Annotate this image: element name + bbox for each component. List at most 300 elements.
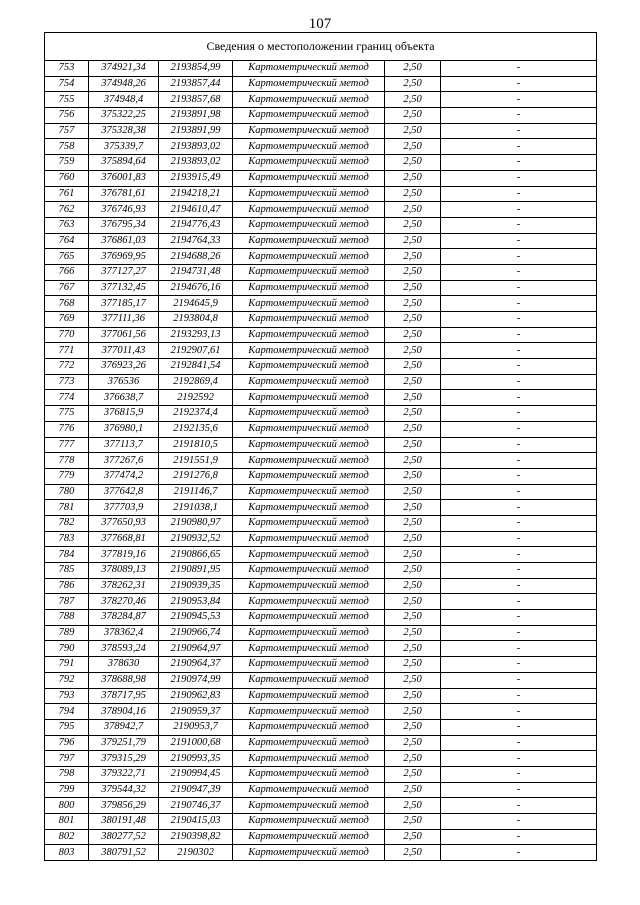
page-number: 107: [308, 16, 332, 32]
x-coordinate-cell: 376638,7: [89, 390, 159, 406]
accuracy-cell: 2,50: [385, 327, 441, 343]
y-coordinate-cell: 2192841,54: [159, 359, 233, 375]
accuracy-cell: 2,50: [385, 202, 441, 218]
y-coordinate-cell: 2192135,6: [159, 421, 233, 437]
accuracy-cell: 2,50: [385, 688, 441, 704]
point-number-cell: 792: [45, 672, 89, 688]
y-coordinate-cell: 2193857,44: [159, 76, 233, 92]
table-row: [45, 547, 597, 563]
accuracy-cell: 2,50: [385, 155, 441, 171]
method-cell: Картометрический метод: [233, 76, 385, 92]
x-coordinate-cell: 377111,36: [89, 312, 159, 328]
description-cell: -: [441, 296, 597, 312]
description-cell: -: [441, 845, 597, 861]
table-row: [45, 766, 597, 782]
method-cell: Картометрический метод: [233, 92, 385, 108]
accuracy-cell: 2,50: [385, 249, 441, 265]
description-cell: -: [441, 264, 597, 280]
x-coordinate-cell: 380277,52: [89, 829, 159, 845]
description-cell: -: [441, 468, 597, 484]
y-coordinate-cell: 2190964,37: [159, 657, 233, 673]
x-coordinate-cell: 377185,17: [89, 296, 159, 312]
x-coordinate-cell: 380791,52: [89, 845, 159, 861]
point-number-cell: 787: [45, 594, 89, 610]
method-cell: Картометрический метод: [233, 594, 385, 610]
description-cell: -: [441, 280, 597, 296]
y-coordinate-cell: 2192592: [159, 390, 233, 406]
table-row: [45, 296, 597, 312]
y-coordinate-cell: 2192869,4: [159, 374, 233, 390]
point-number-cell: 790: [45, 641, 89, 657]
x-coordinate-cell: 379544,32: [89, 782, 159, 798]
table-row: [45, 139, 597, 155]
method-cell: Картометрический метод: [233, 484, 385, 500]
y-coordinate-cell: 2194776,43: [159, 217, 233, 233]
accuracy-cell: 2,50: [385, 782, 441, 798]
description-cell: -: [441, 327, 597, 343]
accuracy-cell: 2,50: [385, 233, 441, 249]
point-number-cell: 753: [45, 61, 89, 77]
method-cell: Картометрический метод: [233, 437, 385, 453]
point-number-cell: 795: [45, 719, 89, 735]
accuracy-cell: 2,50: [385, 798, 441, 814]
y-coordinate-cell: 2194676,16: [159, 280, 233, 296]
y-coordinate-cell: 2190994,45: [159, 766, 233, 782]
table-row: [45, 437, 597, 453]
table-row: [45, 704, 597, 720]
description-cell: -: [441, 751, 597, 767]
accuracy-cell: 2,50: [385, 657, 441, 673]
description-cell: -: [441, 766, 597, 782]
table-row: [45, 641, 597, 657]
method-cell: Картометрический метод: [233, 782, 385, 798]
point-number-cell: 784: [45, 547, 89, 563]
point-number-cell: 791: [45, 657, 89, 673]
accuracy-cell: 2,50: [385, 92, 441, 108]
y-coordinate-cell: 2191038,1: [159, 500, 233, 516]
method-cell: Картометрический метод: [233, 766, 385, 782]
x-coordinate-cell: 378262,31: [89, 578, 159, 594]
method-cell: Картометрический метод: [233, 233, 385, 249]
point-number-cell: 777: [45, 437, 89, 453]
x-coordinate-cell: 374948,4: [89, 92, 159, 108]
description-cell: -: [441, 547, 597, 563]
description-cell: -: [441, 515, 597, 531]
description-cell: -: [441, 500, 597, 516]
method-cell: Картометрический метод: [233, 186, 385, 202]
description-cell: -: [441, 92, 597, 108]
table-row: [45, 845, 597, 861]
x-coordinate-cell: 377011,43: [89, 343, 159, 359]
point-number-cell: 774: [45, 390, 89, 406]
accuracy-cell: 2,50: [385, 500, 441, 516]
y-coordinate-cell: 2193893,02: [159, 139, 233, 155]
point-number-cell: 754: [45, 76, 89, 92]
accuracy-cell: 2,50: [385, 625, 441, 641]
point-number-cell: 758: [45, 139, 89, 155]
description-cell: -: [441, 672, 597, 688]
accuracy-cell: 2,50: [385, 766, 441, 782]
table-row: [45, 217, 597, 233]
accuracy-cell: 2,50: [385, 123, 441, 139]
y-coordinate-cell: 2190962,83: [159, 688, 233, 704]
y-coordinate-cell: 2193893,02: [159, 155, 233, 171]
description-cell: -: [441, 61, 597, 77]
x-coordinate-cell: 374921,34: [89, 61, 159, 77]
x-coordinate-cell: 378688,98: [89, 672, 159, 688]
description-cell: -: [441, 782, 597, 798]
accuracy-cell: 2,50: [385, 61, 441, 77]
x-coordinate-cell: 378593,24: [89, 641, 159, 657]
table-row: [45, 202, 597, 218]
point-number-cell: 775: [45, 406, 89, 422]
table-title-row: [45, 33, 597, 61]
description-cell: -: [441, 453, 597, 469]
point-number-cell: 771: [45, 343, 89, 359]
boundary-coordinates-table: [44, 32, 597, 861]
point-number-cell: 762: [45, 202, 89, 218]
point-number-cell: 779: [45, 468, 89, 484]
accuracy-cell: 2,50: [385, 76, 441, 92]
point-number-cell: 759: [45, 155, 89, 171]
description-cell: -: [441, 390, 597, 406]
accuracy-cell: 2,50: [385, 719, 441, 735]
accuracy-cell: 2,50: [385, 641, 441, 657]
method-cell: Картометрический метод: [233, 798, 385, 814]
point-number-cell: 773: [45, 374, 89, 390]
description-cell: -: [441, 829, 597, 845]
table-row: [45, 186, 597, 202]
point-number-cell: 755: [45, 92, 89, 108]
description-cell: -: [441, 798, 597, 814]
y-coordinate-cell: 2190993,35: [159, 751, 233, 767]
x-coordinate-cell: 375328,38: [89, 123, 159, 139]
method-cell: Картометрический метод: [233, 202, 385, 218]
method-cell: Картометрический метод: [233, 531, 385, 547]
y-coordinate-cell: 2193915,49: [159, 170, 233, 186]
y-coordinate-cell: 2193804,8: [159, 312, 233, 328]
description-cell: -: [441, 249, 597, 265]
y-coordinate-cell: 2190953,7: [159, 719, 233, 735]
point-number-cell: 756: [45, 108, 89, 124]
accuracy-cell: 2,50: [385, 468, 441, 484]
x-coordinate-cell: 377127,27: [89, 264, 159, 280]
table-row: [45, 563, 597, 579]
accuracy-cell: 2,50: [385, 186, 441, 202]
x-coordinate-cell: 377267,6: [89, 453, 159, 469]
table-row: [45, 453, 597, 469]
method-cell: Картометрический метод: [233, 155, 385, 171]
description-cell: -: [441, 657, 597, 673]
method-cell: Картометрический метод: [233, 264, 385, 280]
y-coordinate-cell: 2192374,4: [159, 406, 233, 422]
method-cell: Картометрический метод: [233, 374, 385, 390]
description-cell: -: [441, 641, 597, 657]
point-number-cell: 781: [45, 500, 89, 516]
accuracy-cell: 2,50: [385, 829, 441, 845]
y-coordinate-cell: 2190945,53: [159, 610, 233, 626]
method-cell: Картометрический метод: [233, 61, 385, 77]
method-cell: Картометрический метод: [233, 343, 385, 359]
method-cell: Картометрический метод: [233, 547, 385, 563]
table-row: [45, 672, 597, 688]
point-number-cell: 768: [45, 296, 89, 312]
y-coordinate-cell: 2191551,9: [159, 453, 233, 469]
accuracy-cell: 2,50: [385, 296, 441, 312]
x-coordinate-cell: 374948,26: [89, 76, 159, 92]
table-row: [45, 468, 597, 484]
description-cell: -: [441, 578, 597, 594]
method-cell: Картометрический метод: [233, 217, 385, 233]
table-row: [45, 76, 597, 92]
table-row: [45, 829, 597, 845]
accuracy-cell: 2,50: [385, 484, 441, 500]
x-coordinate-cell: 376001,83: [89, 170, 159, 186]
accuracy-cell: 2,50: [385, 139, 441, 155]
x-coordinate-cell: 376746,93: [89, 202, 159, 218]
y-coordinate-cell: 2190302: [159, 845, 233, 861]
table-row: [45, 625, 597, 641]
point-number-cell: 776: [45, 421, 89, 437]
x-coordinate-cell: 376536: [89, 374, 159, 390]
x-coordinate-cell: 377642,8: [89, 484, 159, 500]
point-number-cell: 764: [45, 233, 89, 249]
method-cell: Картометрический метод: [233, 641, 385, 657]
method-cell: Картометрический метод: [233, 406, 385, 422]
method-cell: Картометрический метод: [233, 688, 385, 704]
accuracy-cell: 2,50: [385, 421, 441, 437]
method-cell: Картометрический метод: [233, 390, 385, 406]
y-coordinate-cell: 2194610,47: [159, 202, 233, 218]
x-coordinate-cell: 376795,34: [89, 217, 159, 233]
table-row: [45, 782, 597, 798]
accuracy-cell: 2,50: [385, 453, 441, 469]
accuracy-cell: 2,50: [385, 845, 441, 861]
description-cell: -: [441, 374, 597, 390]
y-coordinate-cell: 2190974,99: [159, 672, 233, 688]
table-row: [45, 814, 597, 830]
description-cell: -: [441, 108, 597, 124]
point-number-cell: 803: [45, 845, 89, 861]
method-cell: Картометрический метод: [233, 829, 385, 845]
method-cell: Картометрический метод: [233, 657, 385, 673]
method-cell: Картометрический метод: [233, 421, 385, 437]
table-row: [45, 233, 597, 249]
point-number-cell: 767: [45, 280, 89, 296]
accuracy-cell: 2,50: [385, 547, 441, 563]
y-coordinate-cell: 2194688,26: [159, 249, 233, 265]
method-cell: Картометрический метод: [233, 751, 385, 767]
accuracy-cell: 2,50: [385, 170, 441, 186]
table-row: [45, 155, 597, 171]
method-cell: Картометрический метод: [233, 170, 385, 186]
x-coordinate-cell: 376815,9: [89, 406, 159, 422]
point-number-cell: 788: [45, 610, 89, 626]
point-number-cell: 793: [45, 688, 89, 704]
table-row: [45, 343, 597, 359]
accuracy-cell: 2,50: [385, 578, 441, 594]
x-coordinate-cell: 378942,7: [89, 719, 159, 735]
table-row: [45, 327, 597, 343]
point-number-cell: 802: [45, 829, 89, 845]
table-row: [45, 406, 597, 422]
x-coordinate-cell: 377474,2: [89, 468, 159, 484]
point-number-cell: 789: [45, 625, 89, 641]
y-coordinate-cell: 2190966,74: [159, 625, 233, 641]
accuracy-cell: 2,50: [385, 515, 441, 531]
point-number-cell: 796: [45, 735, 89, 751]
point-number-cell: 799: [45, 782, 89, 798]
table-row: [45, 359, 597, 375]
description-cell: -: [441, 139, 597, 155]
x-coordinate-cell: 377132,45: [89, 280, 159, 296]
table-row: [45, 719, 597, 735]
x-coordinate-cell: 376923,26: [89, 359, 159, 375]
y-coordinate-cell: 2193857,68: [159, 92, 233, 108]
method-cell: Картометрический метод: [233, 515, 385, 531]
table-row: [45, 249, 597, 265]
y-coordinate-cell: 2190891,95: [159, 563, 233, 579]
y-coordinate-cell: 2194731,48: [159, 264, 233, 280]
table-row: [45, 421, 597, 437]
description-cell: -: [441, 155, 597, 171]
description-cell: -: [441, 186, 597, 202]
description-cell: -: [441, 406, 597, 422]
description-cell: -: [441, 735, 597, 751]
point-number-cell: 801: [45, 814, 89, 830]
y-coordinate-cell: 2190415,03: [159, 814, 233, 830]
method-cell: Картометрический метод: [233, 610, 385, 626]
y-coordinate-cell: 2190964,97: [159, 641, 233, 657]
description-cell: -: [441, 343, 597, 359]
accuracy-cell: 2,50: [385, 594, 441, 610]
description-cell: -: [441, 233, 597, 249]
method-cell: Картометрический метод: [233, 123, 385, 139]
x-coordinate-cell: 379251,79: [89, 735, 159, 751]
table-row: [45, 92, 597, 108]
description-cell: -: [441, 437, 597, 453]
x-coordinate-cell: 377650,93: [89, 515, 159, 531]
y-coordinate-cell: 2194645,9: [159, 296, 233, 312]
method-cell: Картометрический метод: [233, 296, 385, 312]
point-number-cell: 766: [45, 264, 89, 280]
accuracy-cell: 2,50: [385, 610, 441, 626]
x-coordinate-cell: 377113,7: [89, 437, 159, 453]
point-number-cell: 770: [45, 327, 89, 343]
method-cell: Картометрический метод: [233, 704, 385, 720]
table-row: [45, 515, 597, 531]
description-cell: -: [441, 484, 597, 500]
y-coordinate-cell: 2190980,97: [159, 515, 233, 531]
description-cell: -: [441, 704, 597, 720]
accuracy-cell: 2,50: [385, 406, 441, 422]
accuracy-cell: 2,50: [385, 672, 441, 688]
x-coordinate-cell: 377061,56: [89, 327, 159, 343]
description-cell: -: [441, 123, 597, 139]
method-cell: Картометрический метод: [233, 563, 385, 579]
point-number-cell: 765: [45, 249, 89, 265]
description-cell: -: [441, 170, 597, 186]
method-cell: Картометрический метод: [233, 468, 385, 484]
method-cell: Картометрический метод: [233, 719, 385, 735]
method-cell: Картометрический метод: [233, 814, 385, 830]
x-coordinate-cell: 376980,1: [89, 421, 159, 437]
y-coordinate-cell: 2190866,65: [159, 547, 233, 563]
x-coordinate-cell: 378270,46: [89, 594, 159, 610]
description-cell: -: [441, 76, 597, 92]
point-number-cell: 782: [45, 515, 89, 531]
table-row: [45, 594, 597, 610]
description-cell: -: [441, 610, 597, 626]
x-coordinate-cell: 379315,29: [89, 751, 159, 767]
y-coordinate-cell: 2193854,99: [159, 61, 233, 77]
table-row: [45, 61, 597, 77]
table-row: [45, 500, 597, 516]
point-number-cell: 760: [45, 170, 89, 186]
description-cell: -: [441, 563, 597, 579]
y-coordinate-cell: 2190398,82: [159, 829, 233, 845]
y-coordinate-cell: 2190746,37: [159, 798, 233, 814]
accuracy-cell: 2,50: [385, 108, 441, 124]
accuracy-cell: 2,50: [385, 704, 441, 720]
table-row: [45, 123, 597, 139]
description-cell: -: [441, 531, 597, 547]
table-row: [45, 688, 597, 704]
point-number-cell: 786: [45, 578, 89, 594]
point-number-cell: 797: [45, 751, 89, 767]
description-cell: -: [441, 202, 597, 218]
table-row: [45, 657, 597, 673]
table-row: [45, 108, 597, 124]
accuracy-cell: 2,50: [385, 217, 441, 233]
table-row: [45, 170, 597, 186]
x-coordinate-cell: 376969,95: [89, 249, 159, 265]
point-number-cell: 772: [45, 359, 89, 375]
y-coordinate-cell: 2191276,8: [159, 468, 233, 484]
x-coordinate-cell: 376861,03: [89, 233, 159, 249]
description-cell: -: [441, 312, 597, 328]
table-row: [45, 280, 597, 296]
method-cell: Картометрический метод: [233, 735, 385, 751]
accuracy-cell: 2,50: [385, 280, 441, 296]
y-coordinate-cell: 2193293,13: [159, 327, 233, 343]
method-cell: Картометрический метод: [233, 108, 385, 124]
x-coordinate-cell: 378284,87: [89, 610, 159, 626]
accuracy-cell: 2,50: [385, 563, 441, 579]
x-coordinate-cell: 378717,95: [89, 688, 159, 704]
x-coordinate-cell: 377668,81: [89, 531, 159, 547]
accuracy-cell: 2,50: [385, 264, 441, 280]
table-row: [45, 798, 597, 814]
accuracy-cell: 2,50: [385, 312, 441, 328]
y-coordinate-cell: 2191000,68: [159, 735, 233, 751]
x-coordinate-cell: 376781,61: [89, 186, 159, 202]
method-cell: Картометрический метод: [233, 139, 385, 155]
accuracy-cell: 2,50: [385, 814, 441, 830]
method-cell: Картометрический метод: [233, 312, 385, 328]
table-title: Сведения о местоположении границ объекта: [45, 33, 597, 61]
method-cell: Картометрический метод: [233, 672, 385, 688]
y-coordinate-cell: 2193891,99: [159, 123, 233, 139]
point-number-cell: 769: [45, 312, 89, 328]
method-cell: Картометрический метод: [233, 578, 385, 594]
method-cell: Картометрический метод: [233, 845, 385, 861]
method-cell: Картометрический метод: [233, 280, 385, 296]
x-coordinate-cell: 375339,7: [89, 139, 159, 155]
description-cell: -: [441, 688, 597, 704]
x-coordinate-cell: 375894,64: [89, 155, 159, 171]
x-coordinate-cell: 378630: [89, 657, 159, 673]
